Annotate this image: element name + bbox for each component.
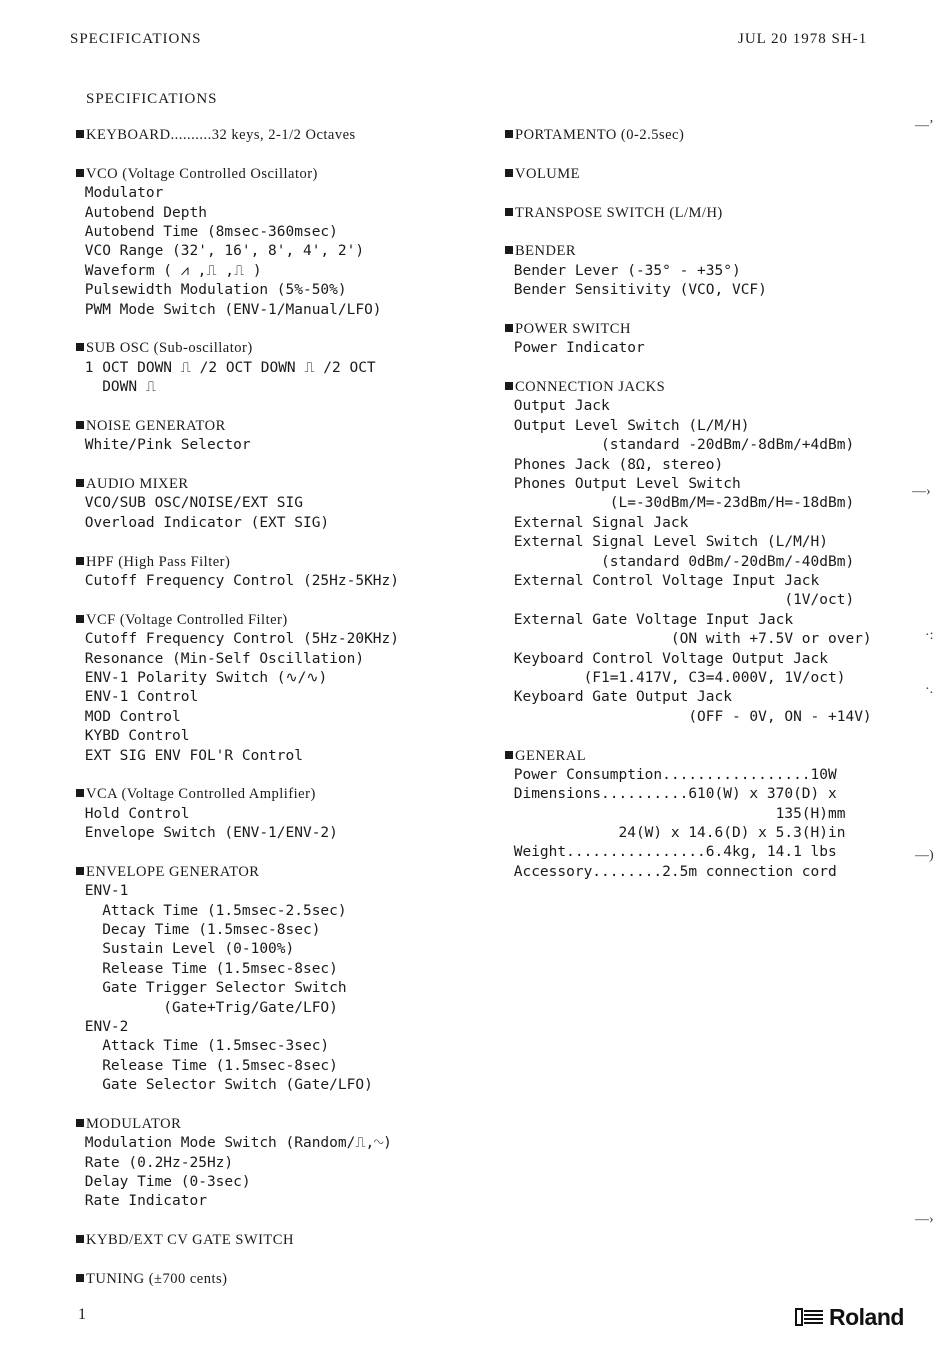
roland-logo-icon bbox=[795, 1307, 825, 1327]
bullet-icon bbox=[505, 208, 513, 216]
section-heading bbox=[505, 378, 885, 397]
heading-text: KYBD/EXT CV GATE SWITCH bbox=[86, 1232, 294, 1249]
heading-text: VCO (Voltage Controlled Oscillator) bbox=[86, 165, 318, 182]
section-heading bbox=[76, 553, 496, 572]
heading-text: POWER SWITCH bbox=[515, 320, 631, 337]
spec-line: Sustain Level (0-100%) bbox=[76, 941, 295, 958]
spec-line: Waveform ( ⩘ ,⎍ ,⎍ ) bbox=[76, 262, 262, 279]
margin-mark: —) bbox=[915, 848, 934, 863]
spec-line: Output Level Switch (L/M/H) bbox=[505, 417, 750, 434]
heading-text: ENVELOPE GENERATOR bbox=[86, 863, 260, 880]
spec-line: Phones Output Level Switch bbox=[505, 476, 741, 493]
spec-line: External Control Voltage Input Jack bbox=[505, 572, 820, 589]
spec-line: Pulsewidth Modulation (5%-50%) bbox=[76, 282, 347, 299]
section-heading bbox=[76, 1231, 496, 1250]
left-column bbox=[76, 126, 496, 1309]
spec-line: DOWN ⎍ bbox=[76, 379, 156, 396]
spec-line: 24(W) x 14.6(D) x 5.3(H)in bbox=[505, 825, 846, 842]
spec-line: Weight................6.4kg, 14.1 lbs bbox=[505, 844, 837, 861]
spec-section bbox=[505, 320, 885, 359]
bullet-icon bbox=[76, 557, 84, 565]
spec-line: 1 OCT DOWN ⎍ /2 OCT DOWN ⎍ /2 OCT bbox=[76, 359, 376, 376]
spec-section bbox=[76, 339, 496, 397]
spec-section bbox=[76, 1270, 496, 1289]
spec-line: Resonance (Min-Self Oscillation) bbox=[76, 650, 365, 667]
spec-line: External Gate Voltage Input Jack bbox=[505, 611, 794, 628]
spec-line: Cutoff Frequency Control (25Hz-5KHz) bbox=[76, 572, 400, 589]
spec-line: Release Time (1.5msec-8sec) bbox=[76, 960, 338, 977]
bullet-icon bbox=[505, 246, 513, 254]
bullet-icon bbox=[76, 343, 84, 351]
right-column bbox=[505, 126, 885, 902]
spec-line: External Signal Jack bbox=[505, 514, 689, 531]
spec-line: Phones Jack (8Ω, stereo) bbox=[505, 456, 724, 473]
spec-line: VCO Range (32', 16', 8', 4', 2') bbox=[76, 243, 365, 260]
bullet-icon bbox=[76, 1119, 84, 1127]
spec-line: Modulator bbox=[76, 185, 164, 202]
heading-text: VOLUME bbox=[515, 165, 581, 182]
spec-line: ENV-2 bbox=[76, 1018, 129, 1035]
page-title: SPECIFICATIONS bbox=[86, 91, 218, 107]
bullet-icon bbox=[505, 751, 513, 759]
spec-line: Hold Control bbox=[76, 805, 190, 822]
spec-line: (ON with +7.5V or over) bbox=[505, 631, 872, 648]
bullet-icon bbox=[505, 169, 513, 177]
section-heading bbox=[76, 1270, 496, 1289]
spec-line: Bender Sensitivity (VCO, VCF) bbox=[505, 282, 767, 299]
spec-line: EXT SIG ENV FOL'R Control bbox=[76, 747, 303, 764]
heading-text: VCF (Voltage Controlled Filter) bbox=[86, 611, 288, 628]
section-heading bbox=[76, 165, 496, 184]
section-heading bbox=[505, 126, 885, 145]
spec-line: Keyboard Gate Output Jack bbox=[505, 689, 732, 706]
spec-line: MOD Control bbox=[76, 708, 181, 725]
bullet-icon bbox=[505, 324, 513, 332]
spec-line: Output Jack bbox=[505, 398, 610, 415]
spec-section bbox=[76, 553, 496, 592]
spec-section bbox=[76, 475, 496, 533]
margin-mark: ·. bbox=[925, 682, 934, 697]
spec-line: VCO/SUB OSC/NOISE/EXT SIG bbox=[76, 495, 303, 512]
spec-line: Cutoff Frequency Control (5Hz-20KHz) bbox=[76, 631, 400, 648]
spec-line: Autobend Time (8msec-360msec) bbox=[76, 223, 338, 240]
spec-line: Keyboard Control Voltage Output Jack bbox=[505, 650, 829, 667]
spec-line: (OFF - 0V, ON - +14V) bbox=[505, 708, 872, 725]
spec-line: Overload Indicator (EXT SIG) bbox=[76, 514, 330, 531]
heading-text: BENDER bbox=[515, 243, 576, 260]
spec-line: White/Pink Selector bbox=[76, 437, 251, 454]
page-number: 1 bbox=[78, 1306, 86, 1323]
spec-section bbox=[505, 242, 885, 300]
heading-text: TUNING (±700 cents) bbox=[86, 1271, 228, 1288]
spec-line: ENV-1 Control bbox=[76, 689, 199, 706]
spec-line: ENV-1 bbox=[76, 883, 129, 900]
spec-section bbox=[76, 1231, 496, 1250]
spec-line: (L=-30dBm/M=-23dBm/H=-18dBm) bbox=[505, 495, 855, 512]
heading-text: GENERAL bbox=[515, 747, 587, 764]
spec-line: Bender Lever (-35° - +35°) bbox=[505, 262, 741, 279]
spec-line: Accessory........2.5m connection cord bbox=[505, 863, 837, 880]
spec-section bbox=[76, 785, 496, 843]
spec-section bbox=[76, 863, 496, 1096]
spec-section bbox=[505, 204, 885, 223]
spec-section bbox=[76, 126, 496, 145]
spec-line: Envelope Switch (ENV-1/ENV-2) bbox=[76, 825, 338, 842]
brand-logo bbox=[795, 1304, 904, 1330]
spec-line: Release Time (1.5msec-8sec) bbox=[76, 1057, 338, 1074]
spec-line: Decay Time (1.5msec-8sec) bbox=[76, 922, 321, 939]
section-heading bbox=[76, 785, 496, 804]
spec-line: (1V/oct) bbox=[505, 592, 855, 609]
heading-text: PORTAMENTO (0-2.5sec) bbox=[515, 127, 685, 143]
heading-text: VCA (Voltage Controlled Amplifier) bbox=[86, 786, 316, 803]
section-heading bbox=[505, 204, 885, 223]
brand-name: Roland bbox=[829, 1303, 904, 1330]
bullet-icon bbox=[505, 382, 513, 390]
bullet-icon bbox=[76, 789, 84, 797]
section-heading bbox=[76, 611, 496, 630]
spec-line: PWM Mode Switch (ENV-1/Manual/LFO) bbox=[76, 301, 382, 318]
section-heading bbox=[76, 126, 496, 145]
spec-line: Attack Time (1.5msec-2.5sec) bbox=[76, 902, 347, 919]
spec-section bbox=[76, 1115, 496, 1212]
spec-line: (F1=1.417V, C3=4.000V, 1V/oct) bbox=[505, 669, 846, 686]
section-heading bbox=[505, 165, 885, 184]
spec-line: (standard 0dBm/-20dBm/-40dBm) bbox=[505, 553, 855, 570]
section-heading bbox=[76, 475, 496, 494]
spec-line: (standard -20dBm/-8dBm/+4dBm) bbox=[505, 437, 855, 454]
heading-text: TRANSPOSE SWITCH (L/M/H) bbox=[515, 204, 723, 221]
spec-line: Rate Indicator bbox=[76, 1193, 207, 1210]
spec-line: Rate (0.2Hz-25Hz) bbox=[76, 1154, 234, 1171]
spec-section bbox=[505, 378, 885, 727]
spec-line: (Gate+Trig/Gate/LFO) bbox=[76, 999, 338, 1016]
bullet-icon bbox=[76, 169, 84, 177]
margin-mark: ·: bbox=[925, 628, 934, 643]
spec-line: External Signal Level Switch (L/M/H) bbox=[505, 534, 829, 551]
spec-line: Modulation Mode Switch (Random/⎍,∿) bbox=[76, 1135, 392, 1152]
spec-line: Attack Time (1.5msec-3sec) bbox=[76, 1038, 330, 1055]
bullet-icon bbox=[505, 130, 513, 138]
spec-section bbox=[76, 417, 496, 456]
bullet-icon bbox=[76, 1274, 84, 1282]
spec-line: Autobend Depth bbox=[76, 204, 207, 221]
bullet-icon bbox=[76, 615, 84, 623]
bullet-icon bbox=[76, 130, 84, 138]
heading-text: HPF (High Pass Filter) bbox=[86, 553, 231, 570]
section-heading bbox=[76, 339, 496, 358]
spec-section bbox=[505, 165, 885, 184]
heading-text: SUB OSC (Sub-oscillator) bbox=[86, 340, 253, 357]
spec-line: Power Indicator bbox=[505, 340, 645, 357]
spec-line: ENV-1 Polarity Switch (∿/∿) bbox=[76, 669, 328, 686]
spec-line: 135(H)mm bbox=[505, 805, 846, 822]
bullet-icon bbox=[76, 867, 84, 875]
margin-mark: —› bbox=[915, 1212, 934, 1227]
section-heading bbox=[505, 747, 885, 766]
spec-section bbox=[76, 165, 496, 320]
spec-line: KYBD Control bbox=[76, 728, 190, 745]
section-heading bbox=[505, 242, 885, 261]
header-right: JUL 20 1978 SH-1 bbox=[738, 31, 868, 47]
section-heading bbox=[505, 320, 885, 339]
bullet-icon bbox=[76, 1235, 84, 1243]
spec-line: Delay Time (0-3sec) bbox=[76, 1174, 251, 1191]
heading-text: KEYBOARD..........32 keys, 2-1/2 Octaves bbox=[86, 127, 356, 143]
spec-section bbox=[505, 126, 885, 145]
heading-text: AUDIO MIXER bbox=[86, 476, 189, 493]
margin-mark: —› bbox=[912, 484, 931, 499]
heading-text: NOISE GENERATOR bbox=[86, 417, 226, 434]
header-left: SPECIFICATIONS bbox=[70, 31, 202, 47]
spec-section bbox=[76, 611, 496, 766]
bullet-icon bbox=[76, 479, 84, 487]
spec-line: Gate Selector Switch (Gate/LFO) bbox=[76, 1077, 373, 1094]
heading-text: MODULATOR bbox=[86, 1115, 182, 1132]
section-heading bbox=[76, 863, 496, 882]
spec-line: Gate Trigger Selector Switch bbox=[76, 980, 347, 997]
spec-section bbox=[505, 747, 885, 883]
section-heading bbox=[76, 1115, 496, 1134]
section-heading bbox=[76, 417, 496, 436]
bullet-icon bbox=[76, 421, 84, 429]
heading-text: CONNECTION JACKS bbox=[515, 379, 666, 396]
margin-mark: —’ bbox=[915, 118, 934, 133]
spec-line: Power Consumption.................10W bbox=[505, 766, 837, 783]
spec-line: Dimensions..........610(W) x 370(D) x bbox=[505, 786, 837, 803]
